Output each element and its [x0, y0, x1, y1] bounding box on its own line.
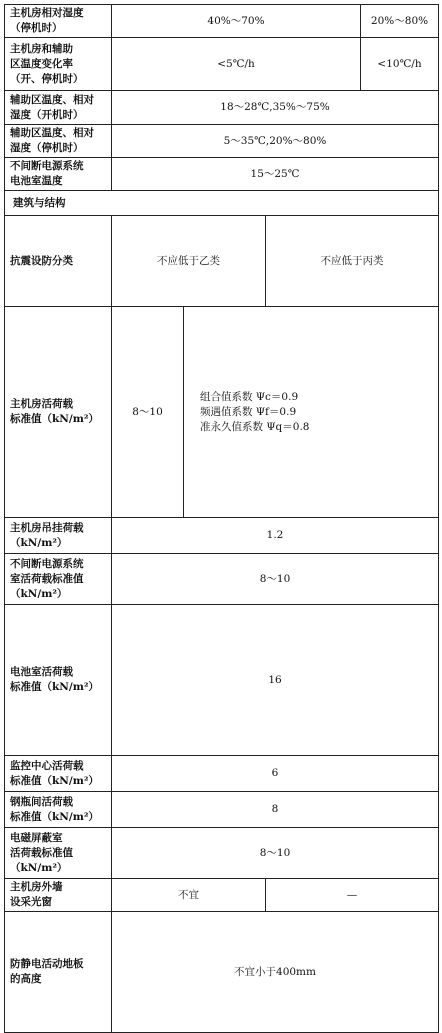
merged-value: 8 — [112, 792, 439, 828]
class-b-value: — — [266, 879, 439, 912]
class-a-value: 不宜 — [112, 879, 266, 912]
merged-value: 不宜小于400mm — [112, 912, 439, 1033]
merged-value: 8～10 — [112, 828, 439, 879]
row-label: 主机房相对湿度 （停机时） — [5, 5, 112, 38]
data-table — [4, 4, 439, 1033]
row-label: 电磁屏蔽室 活荷载标准值 （kN/m²） — [5, 828, 112, 879]
row-label: 主机房吊挂荷载 （kN/m²） — [5, 518, 112, 554]
merged-value: 16 — [112, 605, 439, 756]
merged-value: 6 — [112, 756, 439, 792]
row-label: 主机房活荷载 标准值（kN/m²） — [5, 307, 112, 518]
merged-value: 18～28℃,35%～75% — [112, 91, 439, 125]
row-label: 主机房和辅助 区温度变化率 （开、停机时） — [5, 38, 112, 91]
row-label: 辅助区温度、相对 湿度（停机时） — [5, 125, 112, 158]
row-label: 防静电活动地板 的高度 — [5, 912, 112, 1033]
table-row — [5, 792, 439, 828]
table-row — [5, 158, 439, 191]
merged-value: 5～35℃,20%～80% — [112, 125, 439, 158]
class-a-value: <5℃/h — [112, 38, 361, 91]
table-row — [5, 307, 439, 518]
row-label: 不间断电源系统 电池室温度 — [5, 158, 112, 191]
row-label: 抗震设防分类 — [5, 216, 112, 307]
table-row — [5, 5, 439, 38]
class-b-value: 不应低于丙类 — [266, 216, 439, 307]
class-a-value: 8～10 — [112, 307, 184, 518]
table-row — [5, 828, 439, 879]
section-title: 建筑与结构 — [5, 191, 439, 216]
table-row — [5, 879, 439, 912]
table-row — [5, 912, 439, 1033]
row-label: 不间断电源系统 室活荷载标准值 （kN/m²） — [5, 554, 112, 605]
merged-value: 15～25℃ — [112, 158, 439, 191]
table-row — [5, 91, 439, 125]
class-b-value: 20%～80% — [361, 5, 439, 38]
coefficient-list: 组合值系数 Ψc＝0.9 频遇值系数 Ψf＝0.9 准永久值系数 Ψq＝0.8 — [184, 307, 439, 518]
row-label: 监控中心活荷载 标准值（kN/m²） — [5, 756, 112, 792]
table-row — [5, 605, 439, 756]
table-row — [5, 125, 439, 158]
row-label: 主机房外墙 设采光窗 — [5, 879, 112, 912]
table-row — [5, 216, 439, 307]
merged-value: 1.2 — [112, 518, 439, 554]
row-label: 钢瓶间活荷载 标准值（kN/m²） — [5, 792, 112, 828]
table-row — [5, 756, 439, 792]
class-a-value: 不应低于乙类 — [112, 216, 266, 307]
table-row — [5, 518, 439, 554]
section-row — [5, 191, 439, 216]
row-label: 电池室活荷载 标准值（kN/m²） — [5, 605, 112, 756]
class-a-value: 40%～70% — [112, 5, 361, 38]
table-row — [5, 38, 439, 91]
class-b-value: <10℃/h — [361, 38, 439, 91]
table-row — [5, 554, 439, 605]
row-label: 辅助区温度、相对 湿度（开机时） — [5, 91, 112, 125]
merged-value: 8～10 — [112, 554, 439, 605]
